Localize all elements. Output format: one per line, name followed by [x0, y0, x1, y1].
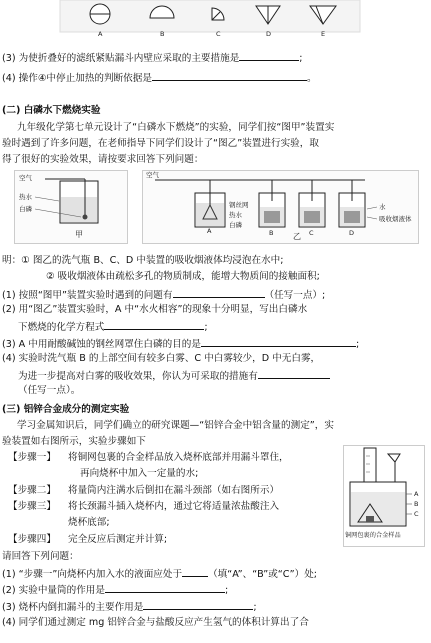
- section-3-prompt: 请回答下列问题：: [2, 551, 79, 562]
- step-label: 【步骤一】: [8, 452, 56, 463]
- fold-label-d: D: [266, 30, 272, 38]
- question-3-text: (3) 为使折叠好的滤纸紧贴漏斗内壁应采取的主要措施是: [2, 53, 240, 64]
- answer-blank[interactable]: [104, 319, 204, 330]
- s3-question-3: (3) 烧杯内倒扣漏斗的主要作用是 ;: [2, 599, 257, 614]
- yi-label-absorbent: 吸收烟液体: [379, 215, 412, 223]
- alloy-apparatus-svg: [344, 446, 424, 546]
- section-2-title: (二) 白磷水下燃烧实验: [2, 105, 101, 116]
- yi-label-c: C: [309, 229, 314, 237]
- fold-label-c: C: [216, 30, 221, 38]
- question-3: (3) 为使折叠好的滤纸紧贴漏斗内壁应采取的主要措施是 ;: [2, 50, 303, 65]
- step-3: [8, 500, 279, 513]
- yi-label-water: 水: [379, 203, 386, 211]
- s2-q4-cont-text: 为进一步提高对白雾的吸收效果，你认为可采取的措施有: [18, 371, 258, 382]
- s3-q3-text: (3) 烧杯内倒扣漏斗的主要作用是: [2, 602, 144, 613]
- answer-blank[interactable]: [258, 368, 330, 379]
- yi-label-b: B: [269, 229, 274, 237]
- s2-question-4-cont: [18, 368, 330, 383]
- step-label: 【步骤三】: [8, 501, 56, 512]
- fold-label-a: A: [98, 30, 103, 38]
- note-1: 明：① 图乙的洗气瓶 B、C、D 中装置的吸收烟液体均浸泡在水中;: [2, 255, 284, 266]
- yi-label-phosphorus: 白磷: [229, 221, 242, 229]
- s3-q2-text: (2) 实验中量筒的作用是: [2, 585, 105, 596]
- step-label: 【步骤二】: [8, 485, 56, 496]
- s2-q1-tail: （任写一点）;: [264, 290, 326, 301]
- answer-blank[interactable]: [201, 336, 356, 347]
- step-1-cont: 再向烧杯中加入一定量的水;: [80, 468, 199, 479]
- step-1: [8, 451, 289, 464]
- answer-blank[interactable]: [143, 599, 253, 610]
- section-2-intro-2: 验时遇到了许多问题，在老师指导下同学们设计了“图乙”装置进行实验，取: [2, 138, 319, 149]
- s3-question-4: (4) 同学们通过测定 mg 铝锌合金与盐酸反应产生氢气的体积计算出了合: [2, 617, 309, 628]
- section-2-intro-1: 九年级化学第七单元设计了“白磷水下燃烧”的实验，同学们按“图甲”装置实: [17, 122, 335, 133]
- step-label: 【步骤四】: [8, 534, 56, 545]
- apparatus-label-b: B: [414, 500, 419, 508]
- section-3-title: (三) 铝锌合金成分的测定实验: [2, 404, 130, 415]
- answer-blank[interactable]: [152, 70, 307, 81]
- yi-label-a: A: [207, 227, 212, 235]
- step-text: 完全反应后测定并计算;: [68, 534, 168, 545]
- jia-label-air: 空气: [19, 174, 32, 182]
- question-4-text: (4) 操作④中停止加热的判断依据是: [2, 73, 152, 84]
- yi-label-steel-mesh: 钢丝网: [229, 201, 249, 209]
- fold-label-e: E: [321, 30, 326, 38]
- section-3-intro-2: 验装置如右图所示，实验步骤如下: [2, 436, 146, 447]
- jia-label-phosphorus: 白磷: [19, 205, 32, 213]
- figure-alloy-apparatus: [343, 445, 425, 547]
- step-text: 将长颈漏斗插入烧杯内，通过它将适量浓盐酸注入: [68, 501, 280, 512]
- s3-question-2: (2) 实验中量筒的作用是 ;: [2, 582, 228, 597]
- step-text: 将量筒内注满水后倒扣在漏斗颈部（如右图所示）: [68, 485, 280, 496]
- question-4: (4) 操作④中停止加热的判断依据是 。: [2, 70, 317, 85]
- s3-q1-text: (1) “步骤一”向烧杯内加入水的液面应处于: [2, 569, 183, 580]
- step-text: 将铜网包裹的合金样品放入烧杯底部并用漏斗罩住，: [68, 452, 289, 463]
- yi-label-air: 空气: [146, 171, 159, 179]
- apparatus-label-a: A: [414, 490, 419, 498]
- jia-label-hot-water: 热水: [19, 193, 32, 201]
- step-2: [8, 484, 279, 497]
- s2-q1-text: (1) 按照“图甲”装置实验时遇到的问题有: [2, 290, 173, 301]
- s2-question-2: (2) 用“图乙”装置实验时，A 中“水火相容”的现象十分明显，写出白磷水: [2, 304, 308, 315]
- yi-label-d: D: [349, 229, 355, 237]
- note-2: ② 吸收烟液体由疏松多孔的物质制成，能增大物质间的接触面积;: [46, 271, 320, 282]
- figure-yi: [142, 170, 419, 244]
- section-3-intro-1: 学习金属知识后，同学们确立的研究课题—“铝锌合金中铝含量的测定”，实: [17, 420, 334, 431]
- answer-blank[interactable]: [182, 566, 208, 577]
- s3-q1-tail: （填“A”、“B”或“C”）处;: [208, 569, 318, 580]
- step-4: [8, 533, 167, 546]
- yi-caption: 乙: [293, 232, 301, 241]
- figure-jia: [14, 170, 128, 244]
- answer-blank[interactable]: [239, 50, 299, 61]
- s2-question-2-cont: 下燃烧的化学方程式 ;: [18, 319, 208, 334]
- step-3-cont: 烧杯底部;: [68, 517, 110, 528]
- s2-q3-text: (3) A 中用耐酸碱蚀的钢丝网罩住白磷的目的是: [2, 339, 201, 350]
- answer-blank[interactable]: [173, 287, 265, 298]
- answer-blank[interactable]: [105, 582, 225, 593]
- s2-question-4: (4) 实验时洗气瓶 B 的上部空间有较多白雾、C 中白雾较少，D 中无白雾，: [2, 353, 321, 364]
- section-2-intro-3: 得了很好的实验效果，请按要求回答下列问题：: [2, 154, 204, 165]
- s3-question-1: [2, 566, 317, 581]
- s2-question-3: (3) A 中用耐酸碱蚀的钢丝网罩住白磷的目的是 ;: [2, 336, 359, 351]
- filter-folding-figure: [60, 0, 380, 40]
- s2-question-4-tail: （任写一点）。: [18, 385, 81, 396]
- figure-yi-svg: [143, 171, 418, 243]
- jia-caption: 甲: [75, 230, 83, 239]
- apparatus-caption: 铜网包裹的合金样品: [345, 532, 401, 539]
- s2-question-1: [2, 287, 325, 302]
- s2-q2-cont-text: 下燃烧的化学方程式: [18, 322, 105, 333]
- apparatus-label-c: C: [414, 510, 419, 518]
- fold-label-b: B: [160, 30, 165, 38]
- yi-label-hot-water: 热水: [229, 211, 242, 219]
